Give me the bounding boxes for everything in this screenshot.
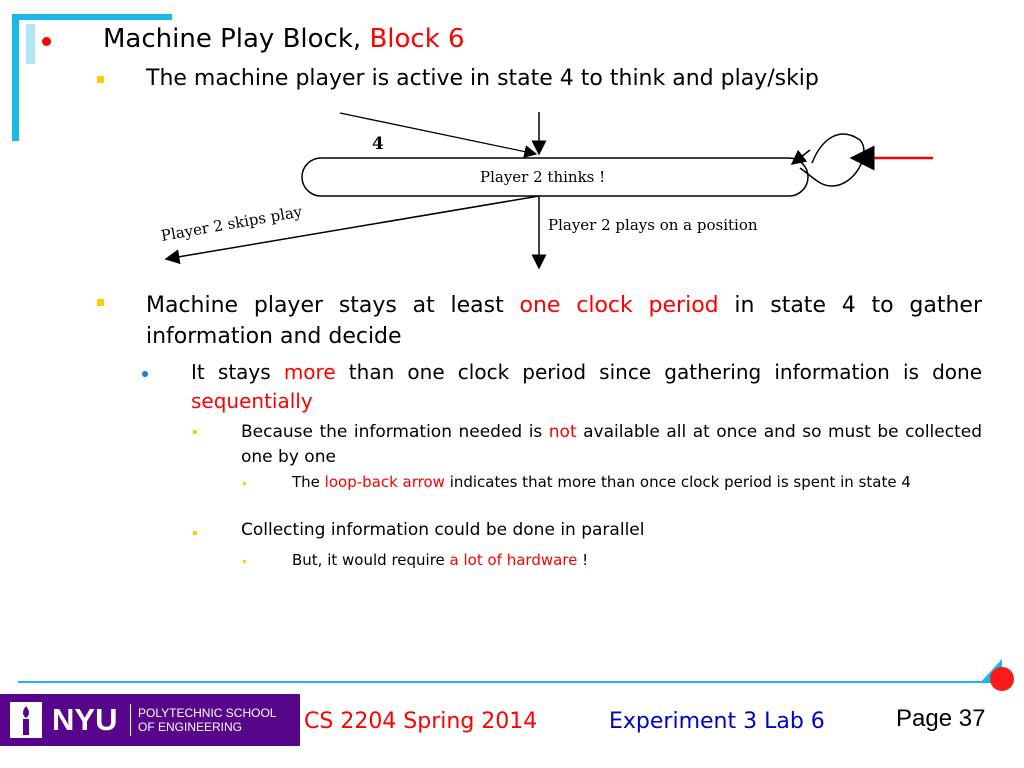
footer-corner-decoration (978, 655, 1018, 695)
bullet-point2 (97, 299, 104, 306)
footer-divider (18, 681, 998, 683)
incoming-label: 4 (372, 134, 384, 154)
bullet-sub6 (243, 560, 246, 563)
nyu-logo (0, 694, 300, 746)
bullet-sub1 (97, 76, 104, 83)
point-hardware: But, it would require a lot of hardware ! (292, 551, 589, 569)
logo-divider (130, 704, 131, 736)
bullet-sub3 (193, 430, 197, 434)
incoming-arrow (340, 113, 536, 154)
slide-title: Machine Play Block, Block 6 (103, 24, 465, 54)
bullet-sub5 (193, 531, 197, 535)
bullet-level1 (42, 37, 51, 46)
point-parallel: Collecting information could be done in parallel (241, 520, 645, 540)
point-stays-more: It stays more than one clock period since gathering information is done sequentially (191, 360, 982, 413)
state-label: Player 2 thinks ! (480, 168, 606, 186)
bullet-sub2 (142, 371, 148, 377)
point-machine-active: The machine player is active in state 4 to think and play/skip (146, 66, 819, 91)
page-number: Page 37 (896, 705, 986, 732)
nyu-logo-text: NYU (52, 702, 118, 737)
skip-label: Player 2 skips play (159, 202, 304, 245)
state-diagram (150, 108, 950, 274)
bullet-sub4 (243, 482, 246, 485)
nyu-school-name: POLYTECHNIC SCHOOL OF ENGINEERING (138, 706, 277, 734)
torch-icon (10, 702, 42, 738)
loop-back-arrow (800, 134, 864, 186)
footer-experiment: Experiment 3 Lab 6 (609, 709, 825, 734)
point-clock-period: Machine player stays at least one clock period in state 4 to gather information and decide (146, 293, 982, 349)
point-loop-back: The loop-back arrow indicates that more than once clock period is spent in state 4 (292, 473, 911, 491)
point-not-available: Because the information needed is not available all at once and so must be collected one by one (241, 422, 982, 467)
footer-course: CS 2204 Spring 2014 (304, 709, 538, 734)
play-label: Player 2 plays on a position (548, 216, 758, 234)
